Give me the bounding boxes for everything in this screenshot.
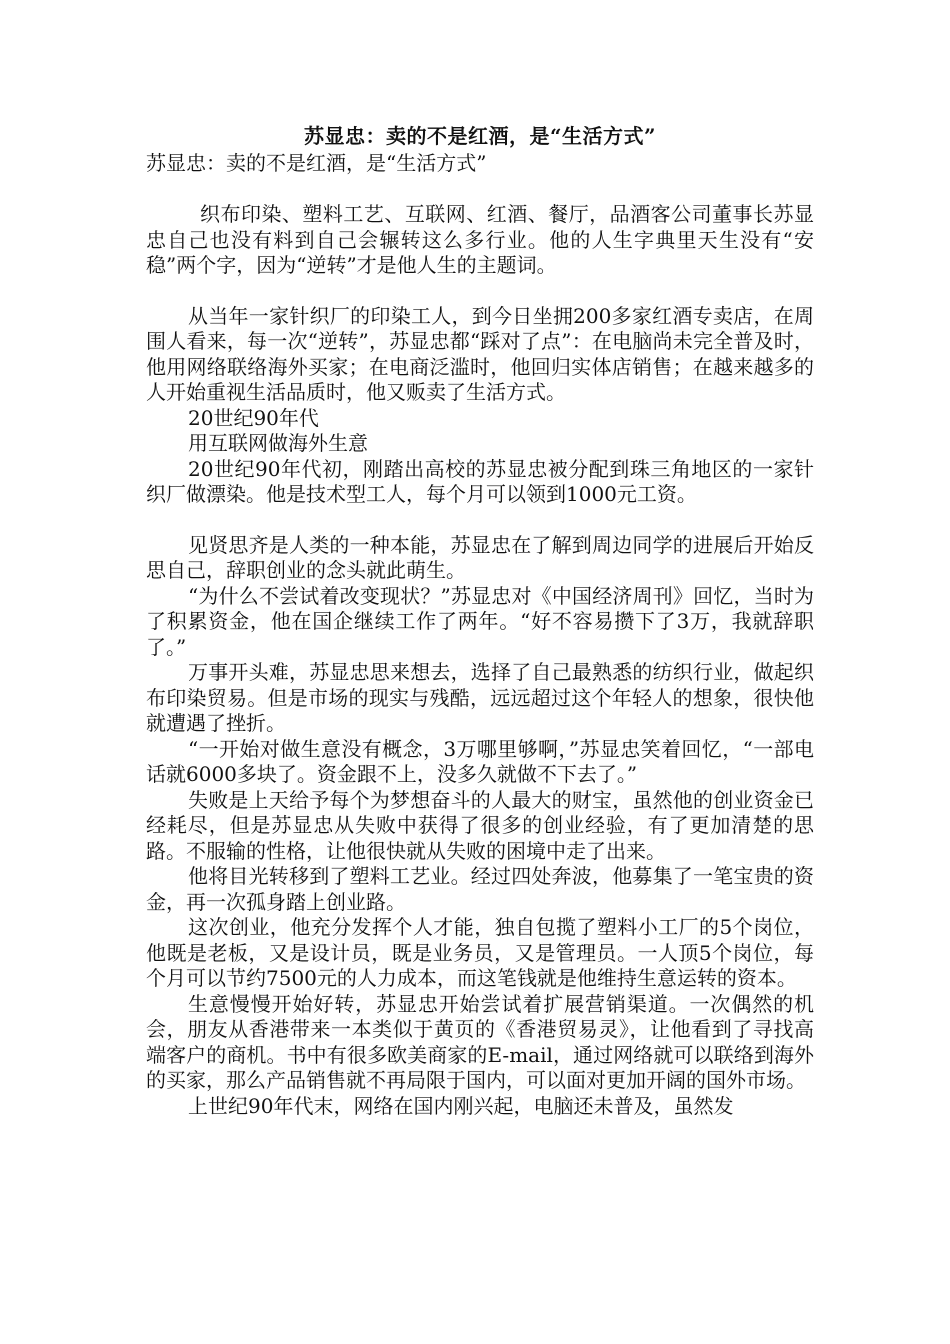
paragraph: 织布印染、塑料工艺、互联网、红酒、餐厅，品酒客公司董事长苏显忠自己也没有料到自己会辗转这么多行业。他的人生字典里天生没有“安稳”两个字，因为“逆转”才是他人生的主题词。 xyxy=(146,202,814,277)
document-page xyxy=(146,122,814,1119)
section-subheading: 用互联网做海外生意 xyxy=(188,431,368,455)
paragraph: 他将目光转移到了塑料工艺业。经过四处奔波，他募集了一笔宝贵的资金，再一次孤身踏上创业路。 xyxy=(146,864,814,914)
paragraph: 万事开头难，苏显忠思来想去，选择了自己最熟悉的纺织行业，做起织布印染贸易。但是市场的现实与残酷，远远超过这个年轻人的想象，很快他就遭遇了挫折。 xyxy=(146,660,814,735)
paragraph: 20世纪90年代初，刚踏出高校的苏显忠被分配到珠三角地区的一家针织厂做漂染。他是技术型工人，每个月可以领到1000元工资。 xyxy=(146,456,814,506)
paragraph: “一开始对做生意没有概念，3万哪里够啊，”苏显忠笑着回忆，“一部电话就6000多块了。资金跟不上，没多久就做不下去了。” xyxy=(146,736,814,786)
paragraph: 上世纪90年代末，网络在国内刚兴起，电脑还未普及，虽然发 xyxy=(188,1093,734,1118)
document-subtitle: 苏显忠：卖的不是红酒，是“生活方式” xyxy=(146,151,487,175)
paragraph: 生意慢慢开始好转，苏显忠开始尝试着扩展营销渠道。一次偶然的机会，朋友从香港带来一本类似于黄页的《香港贸易灵》，让他看到了寻找高端客户的商机。书中有很多欧美商家的E-mail，通过网络就可以联络到海外的买家，那么产品销售就不再局限于国内，可以面对更加开阔的国外市场。 xyxy=(146,991,814,1092)
blank-line xyxy=(146,508,814,533)
document-title: 苏显忠：卖的不是红酒，是“生活方式” xyxy=(303,124,656,148)
blank-line xyxy=(146,176,814,202)
paragraph: 见贤思齐是人类的一种本能，苏显忠在了解到周边同学的进展后开始反思自己，辞职创业的念头就此萌生。 xyxy=(146,532,814,582)
paragraph: 从当年一家针织厂的印染工人，到今日坐拥200多家红酒专卖店，在周围人看来，每一次“逆转”，苏显忠都“踩对了点”：在电脑尚未完全普及时，他用网络联络海外买家；在电商泛滥时，他回归实体店销售；在越来越多的人开始重视生活品质时，他又贩卖了生活方式。 xyxy=(146,303,814,404)
blank-line xyxy=(146,279,814,304)
paragraph: “为什么不尝试着改变现状？”苏显忠对《中国经济周刊》回忆，当时为了积累资金，他在国企继续工作了两年。“好不容易攒下了3万，我就辞职了。” xyxy=(146,583,814,659)
paragraph: 这次创业，他充分发挥个人才能，独自包揽了塑料小工厂的5个岗位，他既是老板，又是设计员，既是业务员，又是管理员。一人顶5个岗位，每个月可以节约7500元的人力成本，而这笔钱就是他维持生意运转的资本。 xyxy=(146,915,814,990)
paragraph: 失败是上天给予每个为梦想奋斗的人最大的财宝，虽然他的创业资金已经耗尽，但是苏显忠从失败中获得了很多的创业经验，有了更加清楚的思路。不服输的性格，让他很快就从失败的困境中走了出来。 xyxy=(146,787,814,863)
section-heading: 20世纪90年代 xyxy=(188,405,319,430)
